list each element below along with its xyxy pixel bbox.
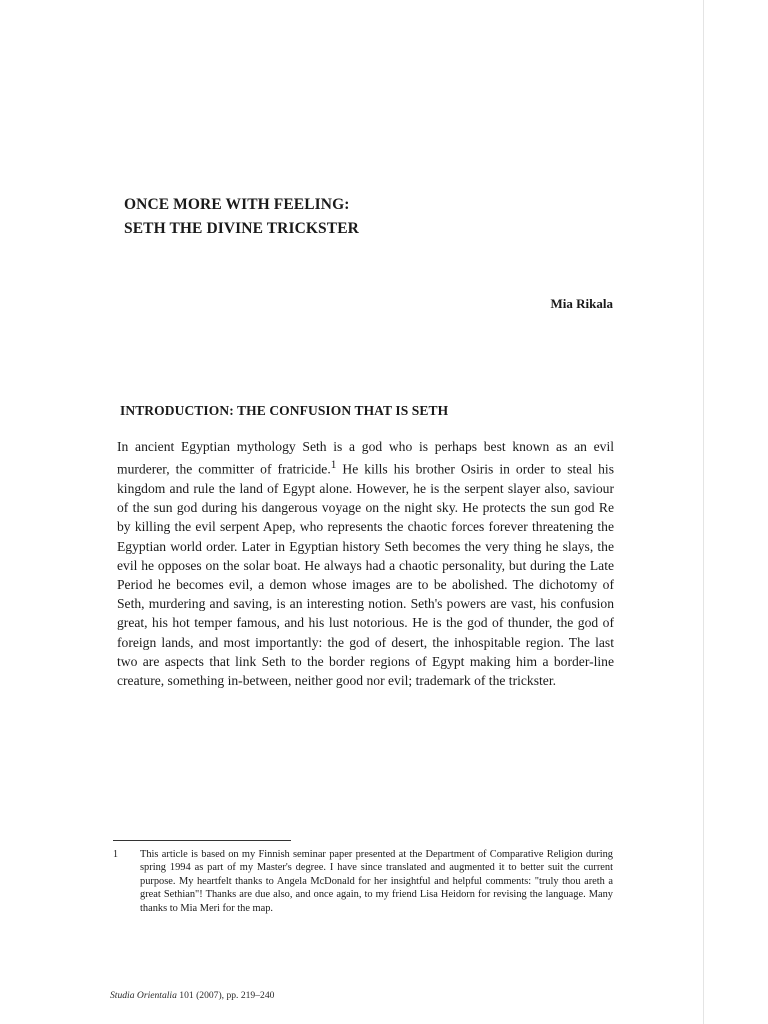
footnote-divider — [113, 840, 291, 841]
introduction-paragraph — [117, 437, 614, 690]
footnote — [113, 848, 613, 915]
paragraph-text-end: He kills his brother Osiris in order to steal his kingdom and rule the land of Egypt alone. However, he is the serpent slayer also, saviour of the sun god during his dangerous voyage on the night sky. He protects the sun god Re by killing the evil serpent Apep, who represents the chaotic forces forever threatening the Egyptian world order. Later in Egyptian history Seth becomes the very thing he slays, the evil he opposes on the solar boat. He always had a chaotic personality, but during the Late Period he becomes evil, a demon whose images are to be abolished. The dichotomy of Seth, murdering and saving, is an interesting notion. Seth's powers are vast, his confusion great, his hot temper famous, and his lust notorious. He is the god of thunder, the god of foreign lands, and most importantly: the god of desert, the inhospitable region. The last two are aspects that link Seth to the border regions of Egypt making him a border-line creature, something in-between, neither good nor evil; trademark of the trickster. — [117, 461, 614, 688]
author-name: Mia Rikala — [550, 296, 613, 311]
paragraph-text-start: In ancient Egyptian mythology Seth is a god who is perhaps best known as an evil murderer, the committer of fratricide. — [117, 439, 614, 477]
footnote-reference: 1 — [330, 459, 337, 472]
title-line-2: SETH THE DIVINE TRICKSTER — [124, 220, 359, 237]
section-heading: INTRODUCTION: THE CONFUSION THAT IS SETH — [120, 403, 449, 418]
article-title — [124, 193, 359, 241]
title-line-1: ONCE MORE WITH FEELING: — [124, 196, 350, 213]
footnote-marker: 1 — [113, 849, 118, 860]
citation-journal: Studia Orientalia — [110, 990, 177, 1001]
page-edge-shadow — [703, 0, 704, 1024]
journal-citation — [110, 990, 274, 1001]
footnote-text: This article is based on my Finnish seminar paper presented at the Department of Comparative Religion during spring 1994 as part of my Master's degree. I have since translated and augmented it to better suit the current purpose. My heartfelt thanks to Angela McDonald for her insightful and helpful comments: "truly thou areth a great Sethian"! Thanks are due also, and once again, to my friend Lisa Heidorn for revising the language. Many thanks to Mia Meri for the map. — [140, 849, 613, 914]
citation-details: 101 (2007), pp. 219–240 — [176, 990, 275, 1001]
